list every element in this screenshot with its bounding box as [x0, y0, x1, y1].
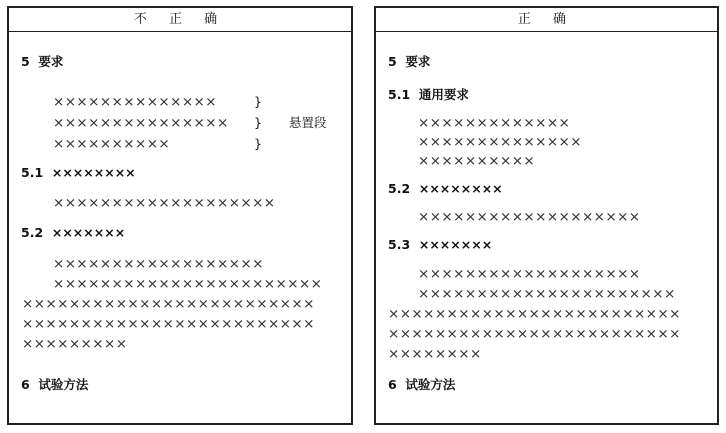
- body-text-line: ×××××××××××××: [418, 115, 571, 131]
- clause-5-1-heading: 5.1 ××××××××: [21, 165, 136, 180]
- body-text-line: ×××××××××××××××××××××××××: [22, 316, 315, 332]
- brace-mark: }: [254, 94, 262, 109]
- panel-header: 不 正 确: [9, 8, 351, 32]
- suspended-text-line: ××××××××××: [53, 136, 171, 152]
- body-text-line: ×××××××××: [22, 336, 128, 352]
- body-text-line: ××××××××: [388, 346, 482, 362]
- body-text-line: ×××××××××××××××××××××××××: [388, 306, 681, 322]
- suspended-text-line: ×××××××××××××××: [53, 115, 229, 131]
- correct-example-panel: [374, 6, 719, 425]
- brace-mark: }: [254, 136, 262, 151]
- body-text-line: ×××××××××××××××××××××××: [53, 276, 323, 292]
- panel-header: 正 确: [376, 8, 717, 32]
- clause-5-3-heading: 5.3 ×××××××: [388, 237, 493, 252]
- body-text-line: ×××××××××××××××××××××××××: [22, 296, 315, 312]
- body-text-line: ××××××××××××××: [418, 134, 582, 150]
- clause-5-2-heading: 5.2 ××××××××: [388, 181, 503, 196]
- body-text-line: ×××××××××××××××××××: [418, 209, 641, 225]
- body-text-line: ××××××××××: [418, 153, 536, 169]
- clause-6-heading: 6 试验方法: [21, 377, 89, 392]
- suspended-paragraph-label: 悬置段: [289, 115, 327, 130]
- brace-mark: }: [254, 115, 262, 130]
- body-text-line: ×××××××××××××××××××: [418, 266, 641, 282]
- clause-5-1-heading: 5.1 通用要求: [388, 87, 469, 102]
- suspended-text-line: ××××××××××××××: [53, 94, 217, 110]
- clause-5-heading: 5 要求: [21, 54, 64, 69]
- body-text-line: ×××××××××××××××××××××××××: [388, 326, 681, 342]
- body-text-line: ××××××××××××××××××××××: [418, 286, 676, 302]
- incorrect-example-panel: [7, 6, 353, 425]
- clause-5-2-heading: 5.2 ×××××××: [21, 225, 126, 240]
- body-text-line: ××××××××××××××××××: [53, 256, 264, 272]
- clause-6-heading: 6 试验方法: [388, 377, 456, 392]
- body-text-line: ×××××××××××××××××××: [53, 195, 276, 211]
- clause-5-heading: 5 要求: [388, 54, 431, 69]
